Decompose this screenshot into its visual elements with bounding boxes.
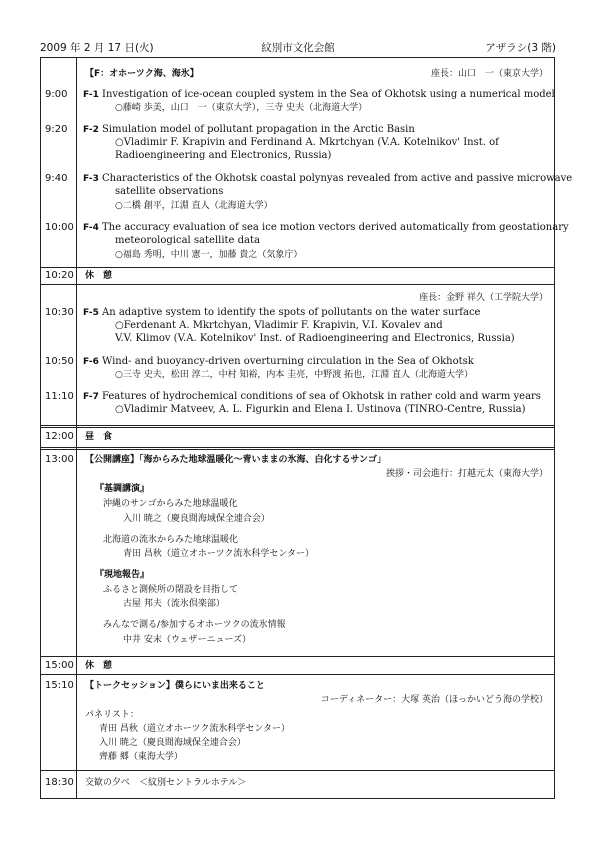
report-heading: 『現地報告』	[95, 570, 150, 580]
session-chair-2: 座長：金野 祥久（工学院大学）	[419, 293, 548, 303]
talk-title: Simulation model of pollutant propagation in the Arctic Basin	[102, 124, 415, 135]
talk-title: meteorological satellite data	[115, 235, 260, 246]
talk-time: 10:00	[45, 222, 74, 233]
header-room: アザラシ(3 階)	[485, 42, 556, 54]
report-speaker-1: 古屋 邦夫（流氷倶楽部）	[123, 599, 225, 609]
lecture-title: 【公開講座】「海からみた地球温暖化～青いままの氷海、白化するサンゴ」	[85, 455, 387, 465]
talk-authors: ○藤崎 歩美，山口 一（東京大学），三寺 史夫（北海道大学）	[115, 103, 368, 113]
talk-authors: ○三寺 史夫，松田 淳二，中村 知裕，内本 圭亮，中野渡 拓也，江淵 直人（北海道大学）	[115, 370, 474, 380]
break-time: 15:00	[45, 660, 74, 671]
row-divider	[41, 656, 554, 657]
lecture-host: 挨拶・司会進行：打越元太（東海大学）	[385, 469, 548, 479]
talk-time: 9:20	[45, 124, 68, 135]
talk-authors: ○Vladimir Matveev, A. L. Figurkin and Elena I. Ustinova (TINRO-Centre, Russia)	[115, 404, 526, 415]
talk-code: F-6	[83, 357, 99, 367]
talk-time: 11:10	[45, 391, 74, 402]
party-time: 18:30	[45, 777, 74, 788]
keynote-speaker-1: 入川 暁之（慶良間海域保全連合会）	[123, 514, 270, 524]
talk-authors: ○Vladimir F. Krapivin and Ferdinand A. Mkrtchyan (V.A. Kotelnikov' Inst. of	[115, 137, 499, 148]
keynote-speaker-2: 青田 昌秋（道立オホーツク流氷科学センター）	[123, 549, 315, 559]
header-venue: 紋別市文化会館	[261, 42, 335, 54]
talk-code: F-2	[83, 125, 99, 135]
talk-authors: ○福島 秀明，中川 憲一，加藤 貴之（気象庁）	[115, 250, 303, 260]
talk-authors: V.V. Klimov (V.A. Kotelnikov' Inst. of Radioengineering and Electronics, Russia)	[115, 333, 515, 344]
talk-title: Characteristics of the Okhotsk coastal polynyas revealed from active and passive microwave	[102, 173, 573, 184]
talk-title: The accuracy evaluation of sea ice motion vectors derived automatically from geostationary	[102, 222, 569, 233]
talk-time: 10:50	[45, 356, 74, 367]
talk-title: satellite observations	[115, 186, 224, 197]
break-label: 休 憩	[85, 661, 113, 671]
talk-session-title: 【トークセッション】僕らにいま出来ること	[85, 681, 265, 691]
keynote-title-1: 沖縄のサンゴからみた地球温暖化	[103, 499, 238, 509]
talk-session-coordinator: コーディネーター：大塚 英治（ほっかいどう海の学校）	[320, 695, 548, 705]
talk-authors: ○二橋 創平，江淵 直人（北海道大学）	[115, 201, 273, 211]
talk-title: Investigation of ice-ocean coupled system in the Sea of Okhotsk using a numerical model	[102, 89, 555, 100]
talk-time: 9:00	[45, 89, 68, 100]
talk-title: Wind- and buoyancy-driven overturning circulation in the Sea of Okhotsk	[102, 356, 474, 367]
row-divider	[41, 425, 554, 428]
report-title-2: みんなで測る/参加するオホーツクの流氷情報	[103, 620, 286, 630]
time-column-divider	[76, 58, 77, 798]
row-divider	[41, 447, 554, 450]
session-chair-1: 座長：山口 一（東京大学）	[430, 69, 548, 79]
row-divider	[41, 770, 554, 771]
report-title-1: ふるさと測候所の閉設を目指して	[103, 585, 239, 595]
talk-time: 9:40	[45, 173, 68, 184]
keynote-title-2: 北海道の流氷からみた地球温暖化	[103, 535, 239, 545]
talk-title: An adaptive system to identify the spots of pollutants on the water surface	[102, 307, 481, 318]
header-date: 2009 年 2 月 17 日(火)	[40, 42, 154, 54]
panelist: 青田 昌秋（道立オホーツク流氷科学センター）	[99, 724, 291, 734]
panelist-heading: パネリスト：	[85, 710, 139, 720]
break-label: 休 憩	[85, 271, 113, 281]
talk-title: Features of hydrochemical conditions of sea of Okhotsk in rather cold and warm years	[102, 391, 541, 402]
page-header	[40, 40, 556, 54]
panelist: 入川 暁之（慶良間海域保全連合会）	[99, 738, 246, 748]
lunch-label: 昼 食	[85, 432, 113, 442]
row-divider	[41, 267, 554, 268]
keynote-heading: 『基調講演』	[95, 484, 150, 494]
talk-authors: ○Ferdenant A. Mkrtchyan, Vladimir F. Krapivin, V.I. Kovalev and	[115, 320, 443, 331]
break-time: 10:20	[45, 270, 74, 281]
party-label: 交歓の夕べ ＜紋別セントラルホテル＞	[85, 778, 247, 788]
lunch-time: 12:00	[45, 431, 74, 442]
talk-code: F-1	[83, 90, 99, 100]
talk-code: F-7	[83, 392, 99, 402]
row-divider	[41, 284, 554, 285]
row-divider	[41, 674, 554, 675]
talk-session-time: 15:10	[45, 680, 74, 691]
talk-time: 10:30	[45, 307, 74, 318]
schedule-table	[40, 57, 573, 799]
session-title: 【F：オホーツク海、海氷】	[85, 69, 199, 79]
talk-code: F-5	[83, 308, 99, 318]
talk-authors: Radioengineering and Electronics, Russia)	[115, 150, 332, 161]
talk-code: F-3	[83, 174, 99, 184]
lecture-time: 13:00	[45, 454, 74, 465]
panelist: 齊藤 郷（東海大学）	[99, 752, 183, 762]
report-speaker-2: 中井 安末（ウェザーニューズ）	[123, 635, 252, 645]
talk-code: F-4	[83, 223, 99, 233]
